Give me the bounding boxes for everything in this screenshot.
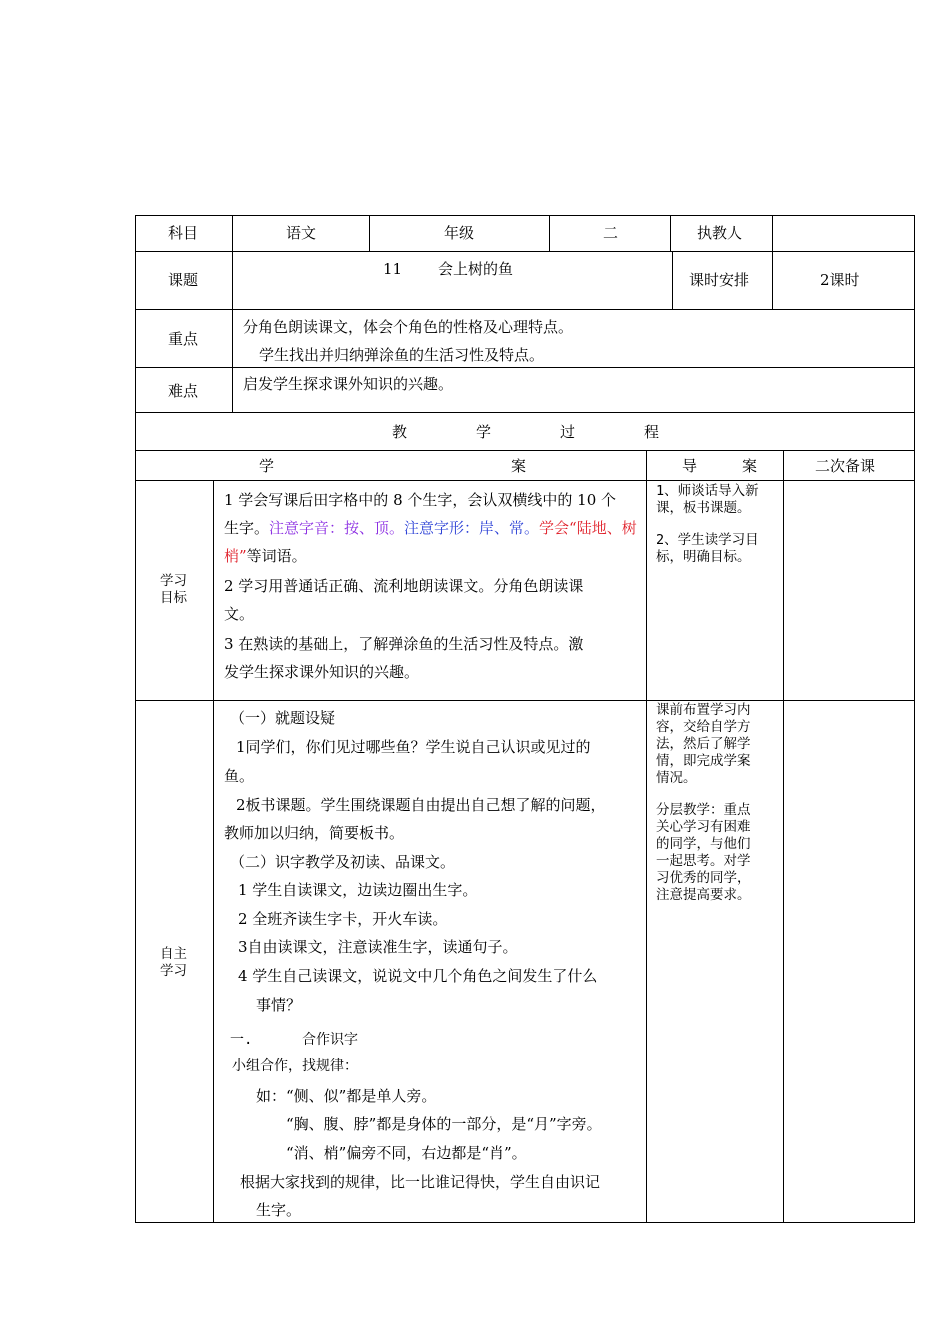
guide-line: 2、学生读学习目: [656, 532, 759, 548]
guide-line: 课前布置学习内: [656, 702, 751, 718]
objective-line: 3 在熟读的基础上，了解弹涂鱼的生活习性及特点。激: [224, 635, 584, 653]
grade-value: 二: [603, 224, 619, 242]
lesson-title: 会上树的鱼: [438, 260, 514, 278]
guide-line: 法，然后了解学: [656, 736, 751, 752]
process-title-char: 教: [392, 423, 408, 441]
guide-line: 课，板书课题。: [656, 500, 751, 516]
difficulty-label: 难点: [168, 382, 199, 400]
study-line: 2 全班齐读生字卡，开火车读。: [238, 910, 448, 928]
grade-label: 年级: [444, 224, 475, 242]
study-line: 事情？: [256, 996, 302, 1014]
objective-text: 生字。: [224, 519, 270, 537]
column-second: 二次备课: [815, 457, 876, 475]
study-line: 小组合作，找规律：: [232, 1058, 358, 1074]
study-line: 1 学生自读课文，边读边圈出生字。: [238, 881, 478, 899]
study-line: 4 学生自己读课文，说说文中几个角色之间发生了什么: [238, 967, 598, 985]
difficulty-line-1: 启发学生探求课外知识的兴趣。: [243, 375, 454, 393]
study-section-title: 合作识字: [302, 1032, 358, 1048]
objective-text: 等词语。: [246, 547, 307, 565]
column-guide-a: 导: [682, 457, 698, 475]
guide-line: 情况。: [656, 770, 697, 786]
study-line: （一）就题设疑: [230, 709, 336, 727]
objective-line: 2 学习用普通话正确、流利地朗读课文。分角色朗读课: [224, 577, 584, 595]
study-line: （二）识字教学及初读、品课文。: [230, 853, 456, 871]
objective-line: 文。: [224, 605, 255, 623]
study-section-number: 一.: [230, 1032, 253, 1048]
objective-line: 1 学会写课后田字格中的 8 个生字，会认双横线中的 10 个: [224, 491, 617, 509]
teacher-label: 执教人: [697, 224, 743, 242]
objectives-label-1: 学习: [160, 573, 187, 589]
objective-line: [224, 518, 637, 538]
study-line: 1同学们，你们见过哪些鱼？学生说自己认识或见过的: [236, 738, 591, 756]
self-study-label-2: 学习: [160, 963, 187, 979]
column-study-a: 学: [259, 457, 275, 475]
objective-line: [224, 546, 307, 566]
study-line: 生字。: [256, 1201, 302, 1219]
study-line: 鱼。: [224, 767, 255, 785]
objective-pronunciation: 注意字音：按、顶。: [269, 519, 405, 537]
schedule-label: 课时安排: [689, 271, 750, 289]
study-line: 根据大家找到的规律，比一比谁记得快，学生自由识记: [240, 1173, 601, 1191]
study-line: 教师加以归纳，简要板书。: [224, 824, 405, 842]
guide-line: 习优秀的同学，: [656, 870, 751, 886]
study-line: 3自由读课文，注意读准生字，读通句子。: [238, 938, 518, 956]
objective-words: 学会“陆地、树: [539, 519, 637, 537]
lesson-number: 11: [383, 260, 403, 278]
column-study-b: 案: [511, 457, 527, 475]
guide-line: 注意提高要求。: [656, 887, 751, 903]
guide-line: 一起思考。对学: [656, 853, 751, 869]
guide-line: 分层教学：重点: [656, 802, 751, 818]
key-points-label: 重点: [168, 330, 199, 348]
study-line: 如：“侧、似”都是单人旁。: [256, 1087, 437, 1105]
guide-line: 1、师谈话导入新: [656, 483, 759, 499]
objective-words: 梢”: [224, 547, 247, 565]
self-study-label-1: 自主: [160, 946, 187, 962]
schedule-value: 2课时: [820, 271, 860, 289]
study-line: “胸、腹、脖”都是身体的一部分，是“月”字旁。: [286, 1115, 602, 1133]
objective-line: 发学生探求课外知识的兴趣。: [224, 663, 420, 681]
guide-line: 情，即完成学案: [656, 753, 751, 769]
process-title-char: 过: [560, 423, 576, 441]
objectives-label-2: 目标: [160, 590, 187, 606]
column-guide-b: 案: [742, 457, 758, 475]
key-points-line-2: 学生找出并归纳弹涂鱼的生活习性及特点。: [259, 346, 545, 364]
process-title-char: 学: [476, 423, 492, 441]
study-line: 2板书课题。学生围绕课题自由提出自己想了解的问题，: [236, 796, 606, 814]
key-points-line-1: 分角色朗读课文，体会个角色的性格及心理特点。: [243, 318, 574, 336]
subject-label: 科目: [168, 224, 199, 242]
study-line: “消、梢”偏旁不同，右边都是“肖”。: [286, 1144, 527, 1162]
guide-line: 容，交给自学方: [656, 719, 751, 735]
guide-line: 关心学习有困难: [656, 819, 751, 835]
guide-line: 的同学，与他们: [656, 836, 751, 852]
process-title-char: 程: [644, 423, 660, 441]
objective-form: 注意字形：岸、常。: [404, 519, 540, 537]
guide-line: 标，明确目标。: [656, 549, 751, 565]
subject-value: 语文: [286, 224, 317, 242]
lesson-label: 课题: [168, 271, 199, 289]
